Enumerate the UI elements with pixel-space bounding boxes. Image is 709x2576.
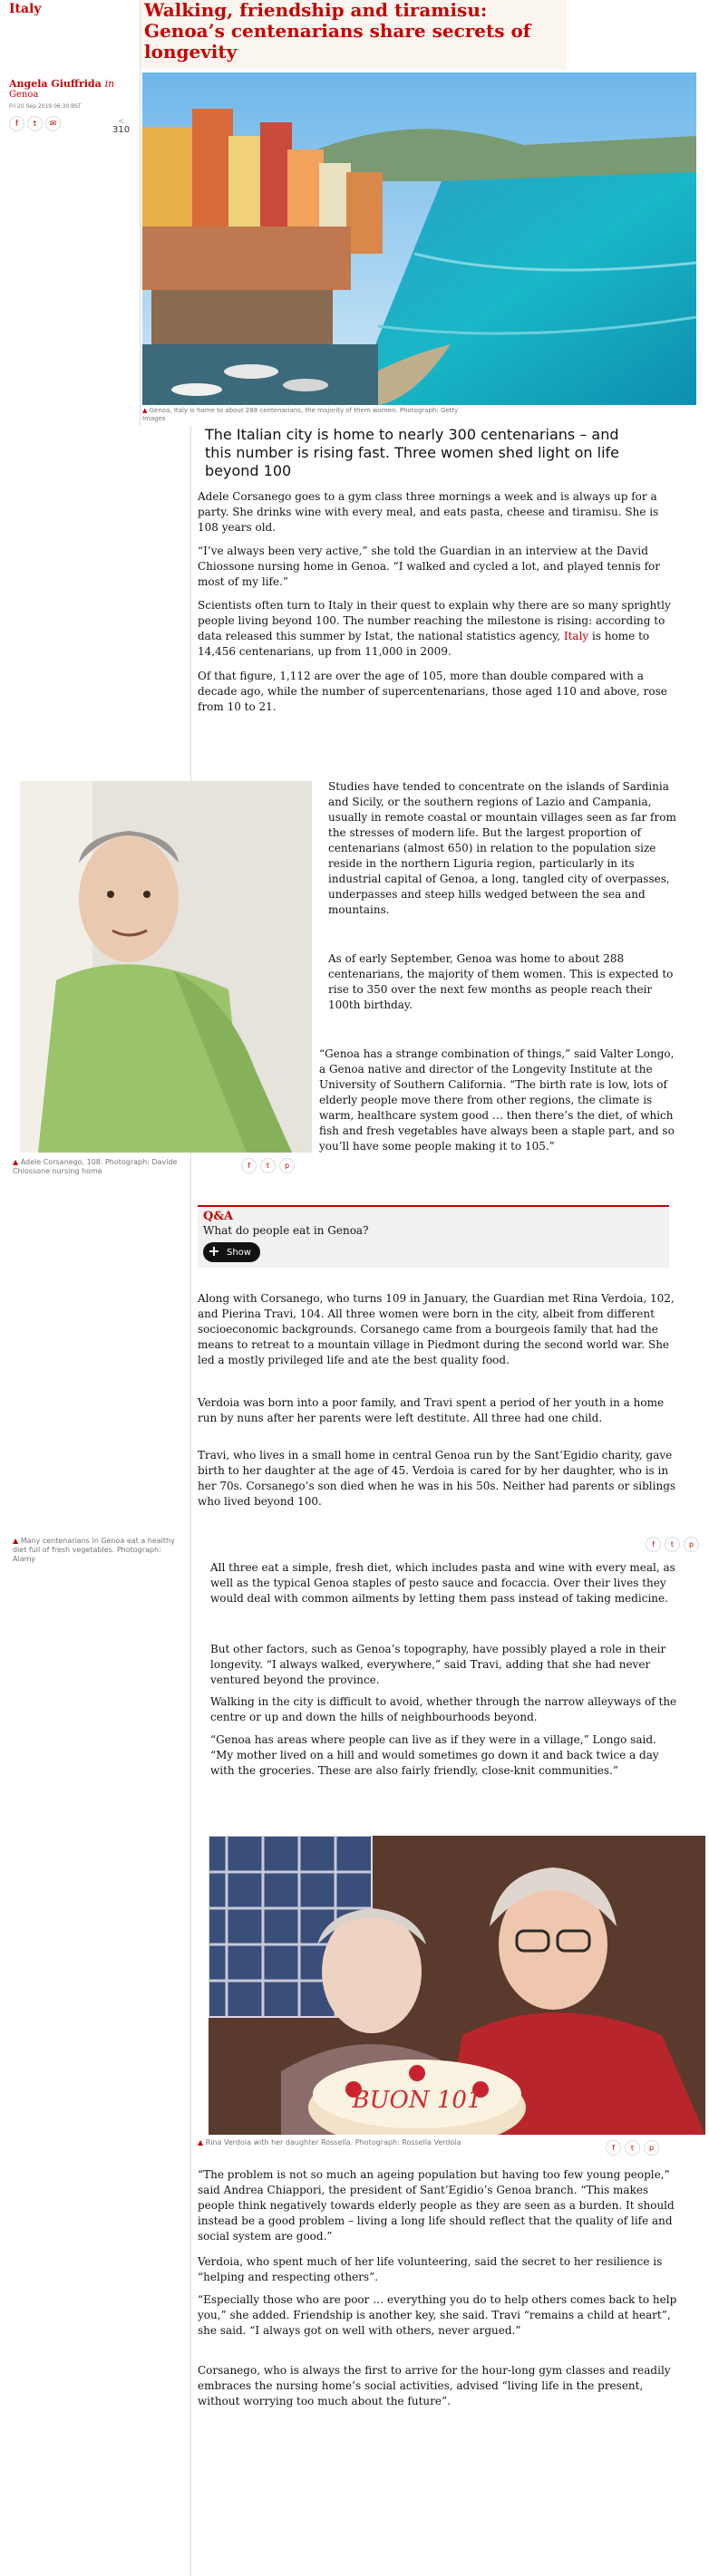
paragraph: “Genoa has areas where people can live as if they were in a village,” Longo said. “My mother lived on a hill and would sometimes go down it and back twice a day with the groceries. These are also fairly friendly, close-knit communities.” xyxy=(210,1733,659,1777)
image-share-row xyxy=(241,1158,295,1173)
diet-caption xyxy=(13,1537,185,1564)
hero-caption-text: Genoa, Italy is home to about 288 centenarians, the majority of them women. Photograph: Getty Images xyxy=(142,407,459,422)
hero-illustration xyxy=(142,72,696,405)
rina-caption-text: Rina Verdoia with her daughter Rossella. Photograph: Rossella Verdoia xyxy=(205,2138,461,2147)
image-share-row xyxy=(606,2140,659,2156)
standfirst: The Italian city is home to nearly 300 centenarians – and this number is rising fast. Three women shed light on life beyond 100 xyxy=(205,426,620,479)
adele-illustration xyxy=(20,781,312,1153)
qa-show-button[interactable] xyxy=(203,1242,260,1262)
paragraph: Adele Corsanego goes to a gym class three mornings a week and is always up for a party. She drinks wine with every meal, and eats pasta, cheese and tiramisu. She is 108 years old. xyxy=(198,490,659,534)
twitter-icon[interactable]: t xyxy=(27,116,43,131)
rina-caption xyxy=(198,2138,560,2147)
share-row xyxy=(9,116,61,131)
facebook-icon[interactable]: f xyxy=(646,1537,661,1552)
qa-title: Q&A xyxy=(203,1210,234,1223)
share-count-value: 310 xyxy=(112,125,131,135)
paragraph: Along with Corsanego, who turns 109 in January, the Guardian met Rina Verdoia, 102, and Pierina Travi, 104. All three women were born in the city, albeit from different socioeconomic backgrounds. Corsanego came from a bourgeois family that had the means to retreat to a mountain village in Piedmont during the second world war. She led a mostly privileged life and ate the best quality food. xyxy=(198,1292,675,1366)
section-tag[interactable]: Italy xyxy=(9,2,42,16)
adele-photo[interactable] xyxy=(20,781,312,1153)
dateline: Fri 20 Sep 2019 06.30 BST xyxy=(9,103,82,110)
rina-photo[interactable] xyxy=(209,1836,705,2135)
paragraph: “Especially those who are poor … everything you do to help others comes back to help you,” she added. Friendship is another key, she said. Travi “remains a child at heart”, she said. “I always got on well with others, never argued.” xyxy=(198,2293,677,2337)
byline-author[interactable] xyxy=(9,78,114,90)
twitter-icon[interactable]: t xyxy=(665,1537,680,1552)
rina-illustration xyxy=(209,1836,705,2135)
hero-image[interactable] xyxy=(142,72,696,405)
paragraph: “Genoa has a strange combination of things,” said Valter Longo, a Genoa native and director of the Longevity Institute at the University of Southern California. “The birth rate is low, lots of elderly people move there from other regions, the climate is warm, healthcare system good … then there’s the diet, of which fish and fresh vegetables have always been a staple part, and so you’ll have some people making it to 105.” xyxy=(319,1047,675,1153)
paragraph: Studies have tended to concentrate on the islands of Sardinia and Sicily, or the southern regions of Lazio and Campania, usually in remote coastal or mountain villages seen as far from the stresses of modern life. But the largest proportion of centenarians (almost 650) in relation to the population size reside in the northern Liguria region, particularly in its industrial capital of Genoa, a long, tangled city of overpasses, underpasses and steep hills wedged between the sea and mountains. xyxy=(328,780,676,916)
paragraph-text: Scientists often turn to Italy in their quest to explain why there are so many sprightly people living beyond 100. The number reaching the milestone is rising: according to data released this summer by Istat, the national statistics agency, xyxy=(198,599,671,642)
headline: Walking, friendship and tiramisu: Genoa’s centenarians share secrets of longevity xyxy=(141,0,567,70)
byline-location: Genoa xyxy=(9,90,39,100)
paragraph: Of that figure, 1,112 are over the age of 105, more than double compared with a decade ago, while the number of supercentenarians, those aged 110 and above, rose from 10 to 21. xyxy=(198,670,667,713)
share-count xyxy=(112,118,130,135)
share-arrow-icon: < xyxy=(118,117,124,125)
paragraph-text: is home to 14,456 centenarians, up from 11,000 in 2009. xyxy=(198,630,650,658)
adele-caption-text: Adele Corsanego, 108. Photograph: Davide Chiossone nursing home xyxy=(13,1158,178,1175)
paragraph: “I’ve always been very active,” she told the Guardian in an interview at the David Chiossone nursing home in Genoa. “I walked and cycled a lot, and played tennis for most of my life.” xyxy=(198,545,660,588)
twitter-icon[interactable]: t xyxy=(625,2140,640,2156)
paragraph: As of early September, Genoa was home to about 288 centenarians, the majority of them women. This is expected to rise to 350 over the next few months as people reach their 100th birthday. xyxy=(328,952,674,1011)
qa-show-label: Show xyxy=(227,1247,251,1258)
paragraph: Verdoia, who spent much of her life volunteering, said the secret to her resilience is “helping and respecting others”. xyxy=(198,2255,663,2283)
qa-question: What do people eat in Genoa? xyxy=(203,1224,369,1237)
paragraph: Walking in the city is difficult to avoid, whether through the narrow alleyways of the centre or up and down the hills of neighbourhoods beyond. xyxy=(210,1695,677,1723)
italy-link[interactable]: Italy xyxy=(563,630,589,642)
image-share-row xyxy=(646,1537,699,1552)
caption-marker-icon: ▲ xyxy=(13,1158,19,1166)
qa-box xyxy=(198,1205,669,1268)
paragraph: But other factors, such as Genoa’s topography, have possibly played a role in their longevity. “I always walked, everywhere,” said Travi, adding that she had never ventured beyond the province. xyxy=(210,1643,666,1686)
twitter-icon[interactable]: t xyxy=(260,1158,276,1173)
paragraph: Corsanego, who is always the first to arrive for the hour-long gym classes and readily embraces the nursing home’s social activities, advised “living life in the present, without worrying too much about the future”. xyxy=(198,2364,671,2407)
facebook-icon[interactable]: f xyxy=(606,2140,621,2156)
paragraph: All three eat a simple, fresh diet, which includes pasta and wine with every meal, as well as the typical Genoa staples of pesto sauce and focaccia. Over their lives they would deal with common ailments by letting them pass instead of taking medicine. xyxy=(210,1561,675,1605)
column-divider xyxy=(190,426,191,2576)
paragraph xyxy=(198,598,678,660)
caption-marker-icon: ▲ xyxy=(142,407,148,414)
caption-marker-icon: ▲ xyxy=(198,2138,204,2147)
facebook-icon[interactable]: f xyxy=(241,1158,257,1173)
plus-icon: + xyxy=(208,1242,220,1259)
author-name[interactable]: Angela Giuffrida xyxy=(9,78,102,90)
pinterest-icon[interactable]: p xyxy=(279,1158,295,1173)
adele-caption xyxy=(13,1158,185,1176)
byline-in: in xyxy=(104,78,115,90)
diet-caption-text: Many centenarians in Genoa eat a healthy diet full of fresh vegetables. Photograph: Alamy xyxy=(13,1537,175,1563)
pinterest-icon[interactable]: p xyxy=(684,1537,699,1552)
paragraph: Verdoia was born into a poor family, and Travi spent a period of her youth in a home run by nuns after her parents were left destitute. All three had one child. xyxy=(198,1396,665,1424)
pinterest-icon[interactable]: p xyxy=(644,2140,659,2156)
paragraph: “The problem is not so much an ageing population but having too few young people,” said Andrea Chiappori, the president of Sant’Egidio’s Genoa branch. “This makes people think negatively towards elderly people as they are seen as a burden. It should instead be a good problem – living a long life should reflect that the quality of life and social system are good.” xyxy=(198,2168,675,2243)
facebook-icon[interactable]: f xyxy=(9,116,24,131)
paragraph: Travi, who lives in a small home in central Genoa run by the Sant’Egidio charity, gave birth to her daughter at the age of 45. Verdoia is cared for by her daughter, who is in her 70s. Corsanego’s son died when he was in his 50s. Neither had parents or siblings who lived beyond 100. xyxy=(198,1449,676,1508)
cake-lettering: BUON 101 xyxy=(352,2087,482,2114)
hero-caption xyxy=(142,407,469,423)
caption-marker-icon: ▲ xyxy=(13,1537,19,1545)
email-icon[interactable]: ✉ xyxy=(45,116,61,131)
